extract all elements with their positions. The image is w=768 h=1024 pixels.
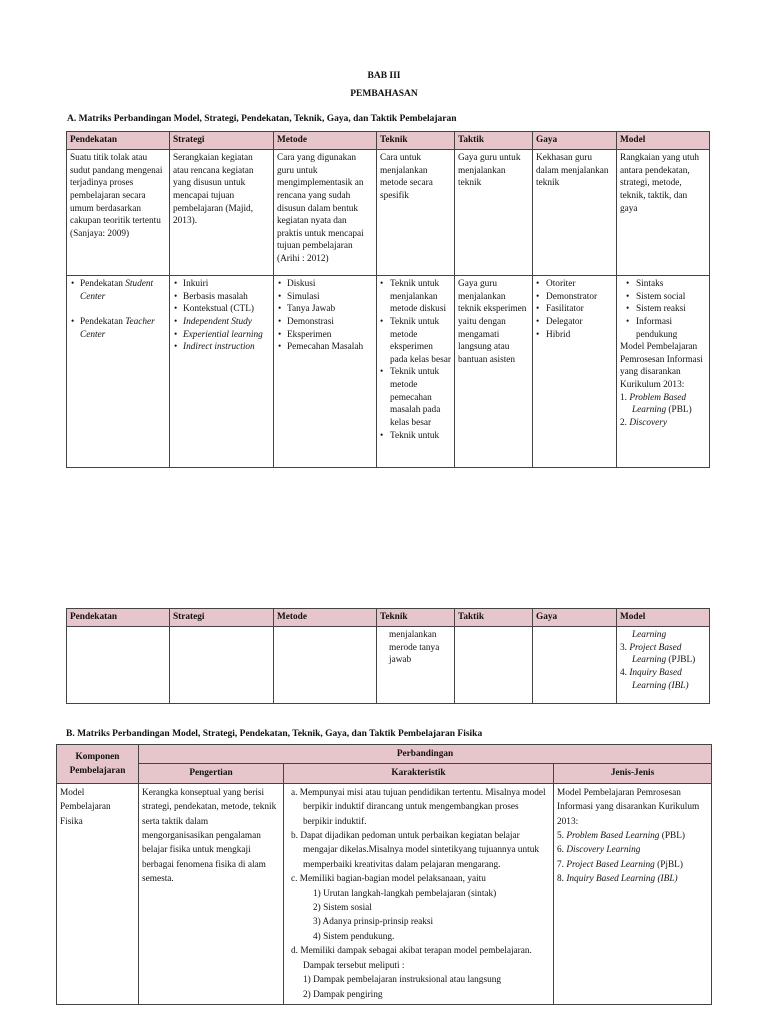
col-header-karakteristik: Karakteristik [284,764,554,783]
cell-model-cont: Learning 3. Project Based Learning (PJBL) 4. Inquiry Based Learning (IBL) [617,627,710,704]
col-header-komponen: Komponen Pembelajaran [57,745,139,784]
cell-pengertian: Kerangka konseptual yang berisi strategi, pendekatan, metode, teknik serta taktik dalam mengorganisasikan pengalaman belajar fisika untuk mengkaji berbagai fenomena fisika di alam semesta. [139,783,284,1004]
cell-empty [455,627,533,704]
cell-metode-items [274,276,377,468]
cell-empty [274,627,377,704]
list-item: a. Mempunyai misi atau tujuan pendidikan tertentu. Misalnya model berpikir induktif dirancang untuk mengembangkan proses berpikir induktif. [291,787,546,827]
col-header-teknik: Teknik [377,132,455,150]
chapter-label: BAB III [367,71,401,81]
list-item: • Berbasis masalah [183,291,270,304]
list-item: • Sintaks [636,278,706,291]
list-item: 4. Inquiry Based Learning (IBL) [620,667,689,691]
list-item: • Experiential learning [183,329,270,342]
list-item: • Hibrid [546,329,613,342]
list-item: 2) Sistem sosial [313,903,372,914]
list-item: • Pendekatan Student Center [80,278,166,303]
list-item: • Simulasi [287,291,373,304]
list-item: • Pemecahan Masalah [287,341,373,354]
col-header-teknik: Teknik [377,609,455,627]
cell-metode-def: Cara yang digunakan guru untuk mengimplementasik an rencana yang sudah disusun dalam bentuk kegiatan nyata dan praktis untuk mencapai tujuan pembelajaran (Arihi : 2012) [274,150,377,276]
comparison-table-b [56,744,712,1005]
cell-strategi-items [170,276,274,468]
cell-teknik-items [377,276,455,468]
list-item: 7. Project Based Learning (PjBL) [557,859,683,870]
list-item: 2. Discovery [620,418,667,429]
col-header-model: Model [617,132,710,150]
cell-model-def: Rangkaian yang utuh antara pendekatan, strategi, metode, teknik, taktik, dan gaya [617,150,710,276]
list-item: • Independent Study [183,316,270,329]
col-header-gaya: Gaya [533,609,617,627]
list-item: • Teknik untuk metode eksperimen pada kelas besar [390,316,451,367]
list-item: 4) Sistem pendukung. [313,931,395,942]
cell-jenis: Model Pembelajaran Pemrosesan Informasi yang disarankan Kurikulum 2013: 5. Problem Based Learning (PBL) 6. Discovery Learning 7. Project Based Learning (PjBL) 8. Inquiry Based Learning (IBL) [554,783,712,1004]
list-item: • Teknik untuk [390,430,451,443]
list-item: 6. Discovery Learning [557,845,641,856]
col-header-strategi: Strategi [170,132,274,150]
col-header-perbandingan: Perbandingan [139,745,712,764]
list-item: b. Dapat dijadikan pedoman untuk perbaikan kegiatan belajar mengajar dikelas.Misalnya model sintetikyang tujuannya untuk memperbaiki kreativitas dalam pelajaran mengarang. [291,831,539,870]
cell-gaya-def: Kekhasan guru dalam menjalankan teknik [533,150,617,276]
list-item: 1. Problem Based Learning (PBL) [620,392,692,416]
section-a-title: A. Matriks Perbandingan Model, Strategi, Pendekatan, Teknik, Gaya, dan Taktik Pembelajaran [67,114,457,124]
comparison-table-a [66,131,710,468]
col-header-pendekatan: Pendekatan [67,609,170,627]
cell-empty [67,627,170,704]
col-header-taktik: Taktik [455,609,533,627]
list-item: • Inkuiri [183,278,270,291]
list-item: • Tanya Jawab [287,303,373,316]
list-item: • Informasi pendukung [636,316,706,341]
page-title: PEMBAHASAN [350,89,418,99]
list-item: • Delegator [546,316,613,329]
list-item: 3) Adanya prinsip-prinsip reaksi [313,917,434,928]
list-item: c. Memiliki bagian-bagian model pelaksanaan, yaitu [291,874,486,885]
list-item: • Pendekatan Teacher Center [80,316,166,341]
model-intro-text: Model Pembelajaran Pemrosesan Informasi yang disarankan Kurikulum 2013: [620,342,703,391]
col-header-strategi: Strategi [170,609,274,627]
cell-model-items [617,276,710,468]
cell-pendekatan-items [67,276,170,468]
list-item: • Teknik untuk menjalankan metode diskusi [390,278,451,316]
list-item: • Sistem social [636,291,706,304]
cell-empty [170,627,274,704]
col-header-pendekatan: Pendekatan [67,132,170,150]
list-item: • Indirect instruction [183,341,270,354]
list-item: 5. Problem Based Learning (PBL) [557,831,686,842]
col-header-pengertian: Pengertian [139,764,284,783]
cell-pendekatan-def: Suatu titik tolak atau sudut pandang mengenai terjadinya proses pembelajaran secara umum berdasarkan cakupan teoritik tertentu (Sanjaya: 2009) [67,150,170,276]
col-header-gaya: Gaya [533,132,617,150]
cell-karakteristik [284,783,554,1004]
comparison-table-a-continued [66,608,710,704]
list-item: • Eksperimen [287,329,373,342]
list-item: 1) Urutan langkah-langkah pembelajaran (sintak) [313,888,497,899]
cell-gaya-items [533,276,617,468]
cell-komponen: Model Pembelajaran Fisika [57,783,139,1004]
list-item: • Teknik untuk metode pemecahan masalah pada kelas besar [390,366,451,429]
list-item: • Demonstrator [546,291,613,304]
list-item: • Fasilitator [546,303,613,316]
cell-strategi-def: Serangkaian kegiatan atau rencana kegiatan yang disusun untuk mencapai tujuan pembelajaran (Majid, 2013). [170,150,274,276]
list-item: • Sistem reaksi [636,303,706,316]
cell-teknik-cont: menjalankan merode tanya jawab [377,627,455,704]
col-header-metode: Metode [274,609,377,627]
cell-taktik-items: Gaya guru menjalankan teknik eksperimen yaitu dengan mengamati langsung atau bantuan asisten [455,276,533,468]
col-header-model: Model [617,609,710,627]
section-b-title: B. Matriks Perbandingan Model, Strategi, Pendekatan, Teknik, Gaya, dan Taktik Pembelajaran Fisika [66,729,483,739]
list-item: • Kontekstual (CTL) [183,303,270,316]
list-item: 2) Dampak pengiring [303,989,383,1000]
list-item: d. Memiliki dampak sebagai akibat terapan model pembelajaran. Dampak tersebut meliputi : [291,946,532,971]
list-item: 1) Dampak pembelajaran instruksional atau langsung [303,975,502,986]
list-item: • Diskusi [287,278,373,291]
cell-teknik-def: Cara untuk menjalankan metode secara spesifik [377,150,455,276]
cell-empty [533,627,617,704]
col-header-taktik: Taktik [455,132,533,150]
list-item: 8. Inquiry Based Learning (IBL) [557,874,678,885]
cell-taktik-def: Gaya guru untuk menjalankan teknik [455,150,533,276]
list-item: 3. Project Based Learning (PJBL) [620,642,696,666]
list-item: • Demonstrasi [287,316,373,329]
col-header-jenis: Jenis-Jenis [554,764,712,783]
col-header-metode: Metode [274,132,377,150]
list-item: • Otoriter [546,278,613,291]
